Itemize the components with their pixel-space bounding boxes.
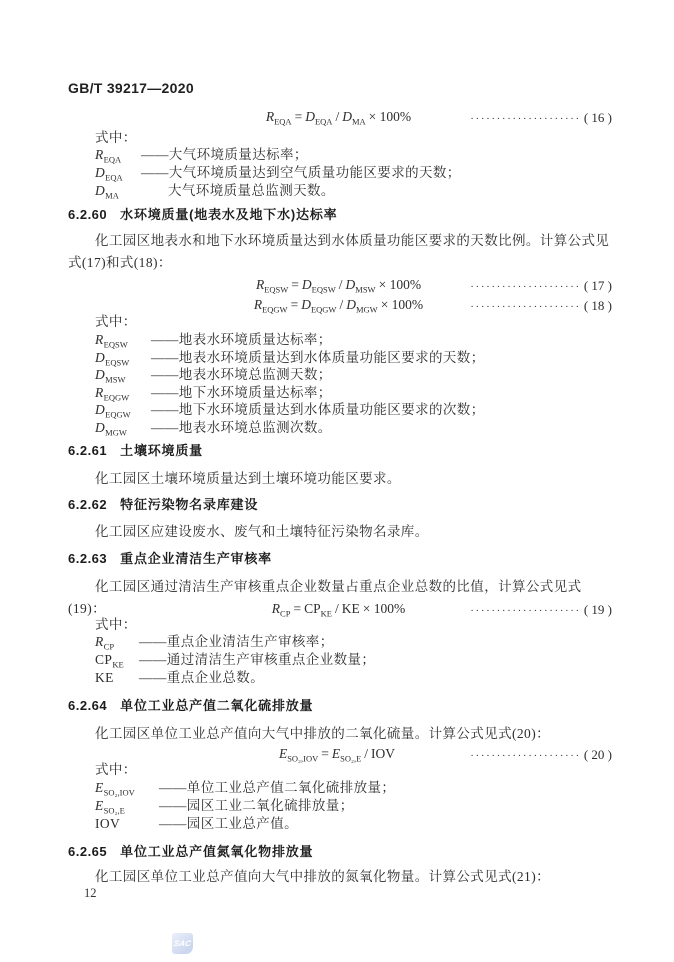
formula-var: R — [265, 109, 275, 124]
symbol-letter: IOV — [95, 816, 121, 831]
section-number: 6.2.65 — [68, 844, 108, 859]
definition-text: ——地下水环境质量达标率； — [151, 385, 332, 400]
section-paragraph: 化工园区地表水和地下水环境质量达到水体质量功能区要求的天数比例。计算公式见式(17)和式(18)： — [68, 233, 610, 270]
section-title: 单位工业总产值二氧化硫排放量 — [120, 698, 314, 713]
symbol-subscript: MA — [105, 190, 119, 201]
formula-sub: EQSW — [311, 284, 336, 295]
symbol-letter: R — [95, 634, 104, 649]
symbol-subscript: MGW — [105, 427, 127, 438]
formula-16-reference — [470, 109, 612, 128]
formula-18-body — [253, 297, 426, 315]
section-number: 6.2.60 — [68, 207, 108, 222]
symbol-subscript: EQSW — [103, 339, 128, 350]
symbol-letter: R — [95, 332, 104, 347]
section-number: 6.2.61 — [68, 443, 108, 458]
formula-number: ( 17 ) — [583, 278, 612, 293]
sac-watermark-text: SAC — [173, 939, 192, 948]
definition-text: ——大气环境质量达到空气质量功能区要求的天数； — [141, 165, 461, 180]
definition-text: ——园区工业二氧化硫排放量； — [159, 798, 354, 813]
formula-operator: / — [339, 297, 344, 312]
formula-17-body — [255, 277, 424, 295]
definition-text: ——地表水环境质量达标率； — [151, 332, 332, 347]
symbol-letter: CP — [95, 652, 113, 667]
symbol-subscript: EQA — [103, 154, 122, 165]
formula-operator: = — [290, 297, 299, 312]
definition-text: ——地表水环境总监测次数。 — [151, 420, 332, 435]
symbol-subscript: MSW — [105, 374, 126, 385]
formula-var: D — [301, 277, 312, 292]
formula-operator: / — [338, 277, 343, 292]
symbol-subscript: KE — [112, 659, 124, 670]
symbol-letter: KE — [95, 670, 114, 685]
definition-text: ——地表水环境总监测天数； — [151, 367, 332, 382]
formula-sub: SO₂,E — [340, 753, 362, 764]
definition-text: ——重点企业清洁生产审核率； — [139, 634, 334, 649]
section-title: 水环境质量(地表水及地下水)达标率 — [120, 207, 338, 222]
definition-row — [95, 669, 612, 692]
definition-row — [95, 815, 612, 838]
formula-sub: MGW — [355, 304, 378, 315]
formula-17-reference — [470, 277, 612, 296]
definition-symbol — [95, 182, 141, 205]
symbol-letter: D — [95, 420, 106, 435]
section-title: 土壤环境质量 — [120, 443, 203, 458]
symbol-subscript: SO₂,E — [103, 805, 125, 816]
sac-watermark-logo — [172, 933, 193, 954]
formula-16 — [68, 108, 612, 131]
definition-text: ——通过清洁生产审核重点企业数量； — [139, 652, 376, 667]
formula-sub: KE — [320, 608, 332, 619]
definition-symbol — [95, 419, 151, 442]
symbol-letter: R — [95, 385, 104, 400]
formula-where-label: 式中： — [95, 617, 137, 632]
formula-number: ( 19 ) — [583, 602, 612, 617]
section-paragraph: 化工园区应建设废水、废气和土壤特征污染物名录库。 — [95, 524, 429, 539]
formula-var: D — [342, 109, 352, 124]
formula-var: KE — [341, 601, 360, 616]
symbol-subscript: EQA — [105, 172, 123, 183]
formula-var: E — [278, 746, 288, 761]
symbol-letter: E — [95, 780, 104, 795]
symbol-letter: D — [95, 367, 106, 382]
definition-symbol — [95, 669, 139, 692]
formula-operator: = — [293, 601, 302, 616]
formula-var: IOV — [371, 746, 396, 761]
formula-sub: EQA — [314, 116, 333, 127]
formula-var: D — [345, 277, 356, 292]
definition-text: ——地表水环境质量达到水体质量功能区要求的天数； — [151, 350, 485, 365]
section-paragraph: 化工园区单位工业总产值向大气中排放的氮氧化物量。计算公式见式(21)： — [95, 869, 550, 884]
formula-operator: / — [334, 601, 339, 616]
symbol-letter: D — [95, 165, 106, 180]
definition-row — [95, 419, 612, 442]
formula-operator: / — [364, 746, 369, 761]
leader-dots: ····················· — [470, 301, 581, 313]
formula-operator: = — [291, 277, 299, 292]
definition-symbol — [95, 815, 159, 838]
symbol-letter: E — [95, 798, 104, 813]
formula-number: ( 20 ) — [583, 747, 612, 762]
formula-var: D — [301, 297, 311, 312]
formula-operator: × 100% — [380, 297, 424, 312]
leader-dots: ····················· — [470, 750, 581, 762]
symbol-letter: R — [95, 147, 104, 162]
formula-number: ( 18 ) — [583, 298, 612, 313]
definition-text: 大气环境质量总监测天数。 — [168, 183, 335, 198]
section-heading-6-2-63 — [68, 550, 612, 567]
symbol-letter: D — [95, 350, 106, 365]
formula-sub: MA — [351, 116, 366, 127]
formula-number: ( 16 ) — [583, 110, 612, 125]
formula-operator: × 100% — [362, 601, 406, 616]
formula-sub: CP — [280, 608, 291, 619]
formula-operator: = — [294, 109, 303, 124]
symbol-letter: D — [95, 183, 106, 198]
section-paragraph: 化工园区通过清洁生产审核重点企业数量占重点企业总数的比值，计算公式见式(19)： — [68, 579, 582, 616]
symbol-subscript: SO₂,IOV — [103, 787, 135, 798]
section-heading-6-2-60 — [68, 206, 612, 223]
symbol-subscript: EQGW — [105, 409, 131, 420]
formula-operator: × 100% — [368, 109, 412, 124]
section-title: 特征污染物名录库建设 — [120, 497, 259, 512]
symbol-subscript: CP — [103, 641, 115, 652]
section-heading-6-2-62 — [68, 496, 612, 513]
formula-where-label: 式中： — [95, 762, 137, 777]
leader-dots: ····················· — [470, 281, 581, 293]
definition-row — [95, 182, 612, 205]
formula-sub: EQA — [274, 116, 292, 127]
leader-dots: ····················· — [470, 113, 581, 125]
definition-text: ——园区工业总产值。 — [159, 816, 298, 831]
page-number: 12 — [84, 886, 97, 900]
formula-var: D — [305, 109, 315, 124]
formula-19-body — [271, 601, 408, 619]
leader-dots: ····················· — [470, 605, 581, 617]
definition-text: ——单位工业总产值二氧化硫排放量； — [159, 780, 396, 795]
definition-text: ——大气环境质量达标率； — [141, 147, 308, 162]
formula-var: R — [255, 277, 265, 292]
formula-sub: EQGW — [310, 304, 337, 315]
formula-where-label: 式中： — [95, 314, 137, 329]
formula-var: R — [271, 601, 281, 616]
section-paragraph: 化工园区单位工业总产值向大气中排放的二氧化硫量。计算公式见式(20)： — [95, 726, 550, 741]
formula-20-body — [278, 746, 401, 764]
formula-where-label: 式中： — [95, 130, 137, 145]
formula-operator: × 100% — [378, 277, 422, 292]
section-heading-6-2-64 — [68, 697, 612, 714]
formula-sub: SO₂,IOV — [287, 753, 319, 764]
formula-var: E — [331, 746, 341, 761]
symbol-letter: D — [95, 402, 106, 417]
formula-var: R — [253, 297, 263, 312]
section-heading-6-2-61 — [68, 442, 612, 459]
section-heading-6-2-65 — [68, 843, 612, 860]
definition-text: ——重点企业总数。 — [139, 670, 265, 685]
section-title: 重点企业清洁生产审核率 — [120, 551, 272, 566]
section-number: 6.2.64 — [68, 698, 108, 713]
formula-16-body — [265, 109, 414, 127]
formula-operator: / — [335, 109, 340, 124]
formula-sub: MSW — [355, 284, 376, 295]
formula-sub: EQSW — [264, 284, 289, 295]
formula-operator: = — [321, 746, 329, 761]
formula-sub: EQGW — [262, 304, 288, 315]
section-paragraph: 化工园区土壤环境质量达到土壤环境功能区要求。 — [95, 471, 401, 486]
formula-var: CP — [304, 601, 321, 616]
formula-operator — [395, 746, 401, 761]
definition-text: ——地下水环境质量达到水体质量功能区要求的次数； — [151, 402, 485, 417]
symbol-subscript: EQSW — [105, 357, 130, 368]
section-number: 6.2.62 — [68, 497, 108, 512]
formula-var: D — [346, 297, 356, 312]
section-title: 单位工业总产值氮氧化物排放量 — [120, 844, 314, 859]
symbol-subscript: EQGW — [103, 392, 130, 403]
standard-code-header: GB/T 39217—2020 — [68, 80, 194, 96]
section-number: 6.2.63 — [68, 551, 108, 566]
